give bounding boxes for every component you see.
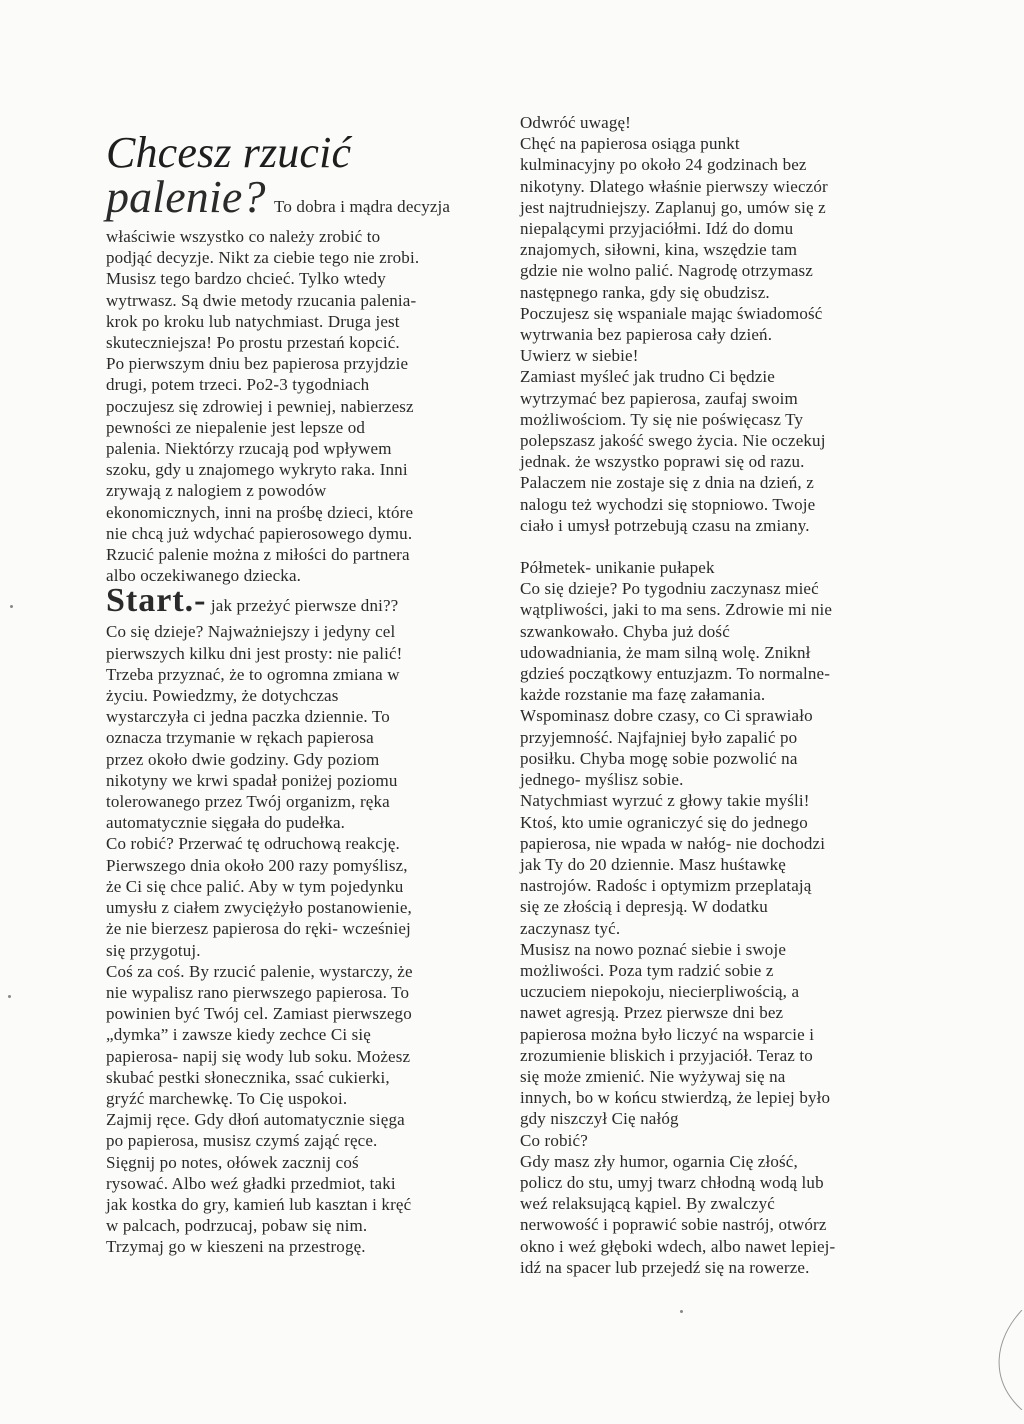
text-line: okno i weź głęboki wdech, albo nawet lepiej- [520, 1236, 836, 1256]
start-section-text [106, 621, 476, 1257]
text-line: szwankowało. Chyba już dość [520, 621, 730, 641]
text-line: nie wypalisz rano pierwszego papierosa. To [106, 982, 410, 1002]
text-line: Odwróć uwagę! [520, 113, 631, 132]
text-line: że nie bierzesz papierosa do ręki- wcześniej [106, 919, 411, 939]
text-line: Wspominasz dobre czasy, co Ci sprawiało [520, 706, 813, 726]
text-line: pierwszych kilku dni jest prosty: nie palić! [106, 643, 403, 663]
intro-lead: To dobra i mądra decyzja [274, 197, 451, 216]
text-line: Sięgnij po notes, ołówek zacznij coś [106, 1152, 359, 1172]
text-line: udowadniania, że mam silną wolę. Zniknł [520, 642, 811, 662]
text-line: znajomych, siłowni, kina, wszędzie tam [520, 240, 798, 260]
text-line: Palaczem nie zostaje się z dnia na dzień, z [520, 473, 814, 493]
text-line: Musisz na nowo poznać siebie i swoje [520, 939, 787, 959]
text-line: jest najtrudniejszy. Zaplanuj go, umów się z [520, 197, 826, 217]
text-line: idź na spacer lub przejedź się na rowerze. [520, 1257, 810, 1277]
text-line: Natychmiast wyrzuć z głowy takie myśli! [520, 791, 810, 811]
text-line: nikotyny. Dlatego właśnie pierwszy wieczór [520, 176, 828, 196]
text-line: zrozumienie bliskich i przyjaciół. Teraz to [520, 1045, 813, 1065]
text-line: palenia. Niektórzy rzucają pod wpływem [106, 439, 392, 459]
text-line: Po pierwszym dniu bez papierosa przyjdzie [106, 354, 409, 374]
text-line: właściwie wszystko co należy zrobić to [106, 227, 381, 246]
text-line: Zamiast myśleć jak trudno Ci będzie [520, 367, 775, 387]
text-line: niepalącymi przyjaciółmi. Idź do domu [520, 219, 794, 239]
text-line: gdzieś początkowy entuzjazm. To normalne- [520, 664, 831, 684]
text-line: albo oczekiwanego dziecka. [106, 566, 302, 586]
text-line: nalogu też wychodzi się stopniowo. Twoje [520, 494, 816, 514]
text-line: wytrzymać bez papierosa, zaufaj swoim [520, 388, 798, 408]
text-line: jak kostka do gry, kamień lub kasztan i kręć [106, 1194, 412, 1214]
text-line: kulminacyjny po około 24 godzinach bez [520, 155, 807, 175]
text-line: Chęć na papierosa osiąga punkt [520, 134, 740, 154]
text-line: oznacza trzymanie w rękach papierosa [106, 728, 374, 748]
text-line: Co robić? [520, 1130, 588, 1150]
text-line: polepszasz jakość swego życia. Nie oczekuj [520, 431, 826, 451]
text-line: automatycznie sięgała do pudełka. [106, 813, 346, 833]
text-line: zrywają z nalogiem z powodów [106, 481, 327, 501]
text-line: Poczujesz się wspaniale mając świadomość [520, 303, 823, 323]
text-line: „dymka” i zawsze kiedy zechce Ci się [106, 1025, 371, 1045]
text-line: papierosa- napij się wody lub soku. Możesz [106, 1046, 411, 1066]
text-line: wytrwania bez papierosa cały dzień. [520, 325, 773, 345]
text-line: Trzeba przyznać, że to ogromna zmiana w [106, 664, 400, 684]
text-line: Trzymaj go w kieszeni na przestrogę. [106, 1237, 366, 1257]
text-line: nie chcą już wdychać papierosowego dymu. [106, 523, 413, 543]
text-line: weź relaksującą kąpiel. By zwalczyć [520, 1194, 775, 1214]
text-line: wystarczyła ci jedna paczka dziennie. To [106, 707, 390, 727]
text-line: gdy niszczył Cię nałóg [520, 1109, 679, 1129]
text-line: poczujesz się zdrowiej i pewniej, nabierzesz [106, 396, 414, 416]
scan-speck [10, 605, 13, 608]
text-line: uczuciem niepokoju, niecierpliwością, a [520, 982, 800, 1002]
text-line: nerwowość i poprawić sobie nastrój, otwórz [520, 1215, 827, 1235]
text-line: przyjemność. Najfajniej było zapalić po [520, 727, 798, 747]
text-line: Co się dzieje? Najważniejszy i jedyny cel [106, 622, 396, 642]
paper-edge-curve [984, 1310, 1024, 1410]
text-line: życiu. Powiedzmy, że dotychczas [106, 686, 339, 706]
text-line: powinien być Twój cel. Zamiast pierwszego [106, 1004, 412, 1024]
text-line: umysłu z ciałem zwyciężyło postanowienie, [106, 898, 412, 918]
text-line: tolerowanego przez Twój organizm, ręka [106, 792, 390, 812]
text-line: możliwościom. Ty się nie poświęcasz Ty [520, 409, 804, 429]
text-line: skubać pestki słonecznika, ssać cukierki, [106, 1067, 390, 1087]
text-line: pewności ze niepalenie jest lepsze od [106, 417, 366, 437]
text-line: Pierwszego dnia około 200 razy pomyślisz, [106, 855, 408, 875]
text-line: Co się dzieje? Po tygodniu zaczynasz mieć [520, 579, 819, 599]
section-gap [520, 536, 890, 557]
text-line: papierosa można było liczyć na wsparcie i [520, 1024, 815, 1044]
text-line: jednego- myślisz sobie. [520, 770, 684, 790]
text-line: się przygotuj. [106, 940, 201, 960]
text-line: Gdy masz zły humor, ogarnia Cię złość, [520, 1151, 798, 1171]
text-line: gryźć marchewkę. To Cię uspokoi. [106, 1088, 348, 1108]
text-line: się może zmienić. Nie wyżywaj się na [520, 1066, 786, 1086]
scan-speck [8, 995, 11, 998]
text-line: nikotyny we krwi spadał poniżej poziomu [106, 770, 398, 790]
text-line: Coś za coś. By rzucić palenie, wystarczy, że [106, 961, 413, 981]
text-line: każde rozstanie ma fazę załamania. [520, 685, 766, 705]
text-line: w palcach, podrzucaj, pobaw się nim. [106, 1216, 368, 1236]
text-line: drugi, potem trzeci. Po2-3 tygodniach [106, 375, 370, 395]
text-line: gdzie nie wolno palić. Nagrodę otrzymasz [520, 261, 814, 281]
distraction-section-text [520, 112, 890, 536]
text-line: nastrojów. Radośc i optymizm przeplatają [520, 876, 812, 896]
title-word-palenie: palenie? [106, 171, 266, 222]
title-line-1: Chcesz rzucić [106, 128, 352, 177]
text-line: wytrwasz. Są dwie metody rzucania palenia- [106, 290, 417, 310]
text-line: innych, bo w końcu stwierdzą, że lepiej było [520, 1088, 831, 1108]
text-line: Rzucić palenie można z miłości do partnera [106, 545, 410, 565]
scan-speck [680, 1310, 683, 1313]
text-line: krok po kroku lub natychmiast. Druga jest [106, 311, 400, 331]
text-line: rysować. Albo weź gładki przedmiot, taki [106, 1173, 396, 1193]
text-line: przez około dwie godziny. Gdy poziom [106, 749, 380, 769]
left-column [106, 128, 476, 1258]
text-line: się ze złością i depresją. W dodatku [520, 897, 768, 917]
text-line: wątpliwości, jaki to ma sens. Zdrowie mi nie [520, 600, 833, 620]
text-line: Musisz tego bardzo chcieć. Tylko wtedy [106, 269, 386, 289]
text-line: że Ci się chce palić. Aby w tym pojedynku [106, 876, 404, 896]
text-line: nawet agresją. Przez pierwsze dni bez [520, 1003, 784, 1023]
text-line: policz do stu, umyj twarz chłodną wodą lub [520, 1172, 824, 1192]
text-line: skuteczniejsza! Po prostu przestań kopcić. [106, 333, 400, 353]
text-line: podjąć decyzje. Nikt za ciebie tego nie zrobi. [106, 248, 420, 268]
text-line: Uwierz w siebie! [520, 346, 639, 366]
start-lead: jak przeżyć pierwsze dni?? [210, 596, 399, 616]
text-line: Półmetek- unikanie pułapek [520, 558, 715, 578]
text-line: szoku, gdy u znajomego wykryto raka. Inni [106, 460, 408, 480]
text-line: ciało i umysł potrzebują czasu na zmiany. [520, 515, 810, 535]
text-line: Co robić? Przerwać tę odruchową reakcję. [106, 834, 400, 854]
right-column [520, 112, 890, 1278]
text-line: następnego ranka, gdy się obudzisz. [520, 282, 770, 302]
text-line: posiłku. Chyba mogę sobie pozwolić na [520, 748, 798, 768]
start-heading-line [106, 582, 476, 621]
text-line: możliwości. Poza tym radzić sobie z [520, 960, 774, 980]
text-line: zaczynasz tyć. [520, 918, 621, 938]
start-heading: Start.- [106, 582, 207, 620]
text-line: Zajmij ręce. Gdy dłoń automatycznie sięga [106, 1110, 405, 1130]
text-line: jak Ty do 20 dziennie. Masz huśtawkę [520, 854, 786, 874]
text-line: po papierosa, musisz czymś zająć ręce. [106, 1131, 378, 1151]
text-line: jednak. że wszystko poprawi się od razu. [520, 452, 805, 472]
text-line: papierosa, nie wpada w nałóg- nie dochodzi [520, 833, 826, 853]
intro-paragraph [106, 226, 476, 586]
text-line: Ktoś, kto umie ograniczyć się do jednego [520, 812, 808, 832]
text-line: ekonomicznych, inni na prośbę dzieci, które [106, 502, 414, 522]
midpoint-section-text [520, 557, 890, 1278]
title-line-2 [106, 171, 476, 226]
